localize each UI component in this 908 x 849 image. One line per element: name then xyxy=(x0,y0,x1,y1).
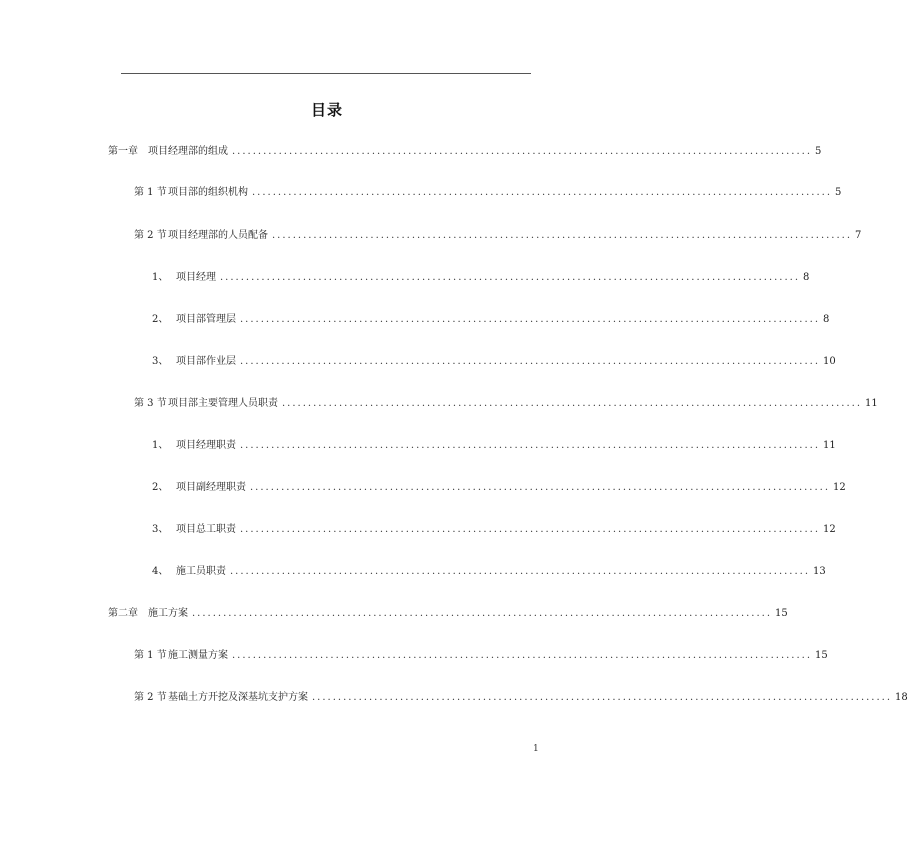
toc-entry-page: 5 xyxy=(835,187,842,198)
toc-entry-number: 第 2 节 xyxy=(134,230,167,241)
toc-entry-text: 施工方案 xyxy=(148,608,188,619)
toc-entry-text: 项目副经理职责 xyxy=(176,482,246,493)
toc-entry[interactable] xyxy=(152,522,836,538)
toc-entry-text: 项目总工职责 xyxy=(176,524,236,535)
toc-dot-leader: ................................................................................................................ xyxy=(250,482,831,493)
toc-entry-number: 4、 xyxy=(152,566,169,577)
toc-entry-number: 第 2 节 xyxy=(134,692,167,703)
toc-dot-leader: ................................................................................................................ xyxy=(230,566,811,577)
toc-entry[interactable] xyxy=(152,354,836,370)
toc-entry-page: 11 xyxy=(823,440,836,451)
toc-entry-number: 第 1 节 xyxy=(134,187,167,198)
toc-dot-leader: ................................................................................................................ xyxy=(240,440,821,451)
toc-dot-leader: ................................................................................................................ xyxy=(252,187,833,198)
toc-entry[interactable] xyxy=(108,606,788,622)
toc-entry-page: 10 xyxy=(823,356,836,367)
toc-entry[interactable] xyxy=(152,438,836,454)
toc-entry-page: 8 xyxy=(823,314,830,325)
toc-dot-leader: ................................................................................................................ xyxy=(272,230,853,241)
toc-dot-leader: ................................................................................................................ xyxy=(312,692,893,703)
toc-entry-page: 8 xyxy=(803,272,810,283)
toc-entry-number: 第一章 xyxy=(108,146,138,157)
toc-entry[interactable] xyxy=(134,396,878,412)
toc-entry[interactable] xyxy=(134,648,828,664)
toc-entry-text: 项目部作业层 xyxy=(176,356,236,367)
toc-entry-number: 3、 xyxy=(152,524,169,535)
toc-dot-leader: ................................................................................................................ xyxy=(240,314,821,325)
toc-entry-text: 项目部主要管理人员职责 xyxy=(168,398,278,409)
toc-entry-text: 项目经理职责 xyxy=(176,440,236,451)
toc-entry-number: 第 3 节 xyxy=(134,398,167,409)
toc-entry[interactable] xyxy=(134,185,842,201)
toc-entry-page: 5 xyxy=(815,146,822,157)
toc-entry[interactable] xyxy=(108,144,822,160)
toc-entry-text: 项目经理部的人员配备 xyxy=(168,230,268,241)
toc-entry-page: 15 xyxy=(815,650,828,661)
toc-entry-text: 项目经理 xyxy=(176,272,216,283)
toc-entry-number: 2、 xyxy=(152,314,169,325)
toc-entry-number: 1、 xyxy=(152,440,169,451)
toc-entry[interactable] xyxy=(152,564,826,580)
toc-entry-page: 13 xyxy=(813,566,826,577)
toc-entry-page: 11 xyxy=(865,398,878,409)
toc-dot-leader: ................................................................................................................ xyxy=(232,650,813,661)
toc-dot-leader: ................................................................................................................ xyxy=(240,524,821,535)
toc-entry-page: 7 xyxy=(855,230,862,241)
page-number: 1 xyxy=(533,744,539,754)
toc-entry-text: 项目部的组织机构 xyxy=(168,187,248,198)
toc-entry-text: 施工测量方案 xyxy=(168,650,228,661)
toc-entry-text: 基础土方开挖及深基坑支护方案 xyxy=(168,692,308,703)
toc-entry-number: 3、 xyxy=(152,356,169,367)
toc-entry-number: 2、 xyxy=(152,482,169,493)
toc-dot-leader: ................................................................................................................ xyxy=(220,272,801,283)
toc-dot-leader: ................................................................................................................ xyxy=(240,356,821,367)
toc-entry-page: 12 xyxy=(833,482,846,493)
toc-entry-number: 第二章 xyxy=(108,608,138,619)
toc-entry-page: 12 xyxy=(823,524,836,535)
toc-entry-page: 15 xyxy=(775,608,788,619)
toc-entry[interactable] xyxy=(152,312,830,328)
toc-entry[interactable] xyxy=(152,270,810,286)
toc-dot-leader: ................................................................................................................ xyxy=(232,146,813,157)
toc-entry-page: 18 xyxy=(895,692,908,703)
toc-entry-text: 施工员职责 xyxy=(176,566,226,577)
toc-dot-leader: ................................................................................................................ xyxy=(192,608,773,619)
toc-entry[interactable] xyxy=(134,690,908,706)
toc-entry-text: 项目部管理层 xyxy=(176,314,236,325)
toc-entry-number: 第 1 节 xyxy=(134,650,167,661)
toc-entry-number: 1、 xyxy=(152,272,169,283)
toc-title: 目录 xyxy=(310,101,343,119)
toc-entry[interactable] xyxy=(134,228,862,244)
toc-entry[interactable] xyxy=(152,480,846,496)
toc-dot-leader: ................................................................................................................ xyxy=(282,398,863,409)
toc-entry-text: 项目经理部的组成 xyxy=(148,146,228,157)
